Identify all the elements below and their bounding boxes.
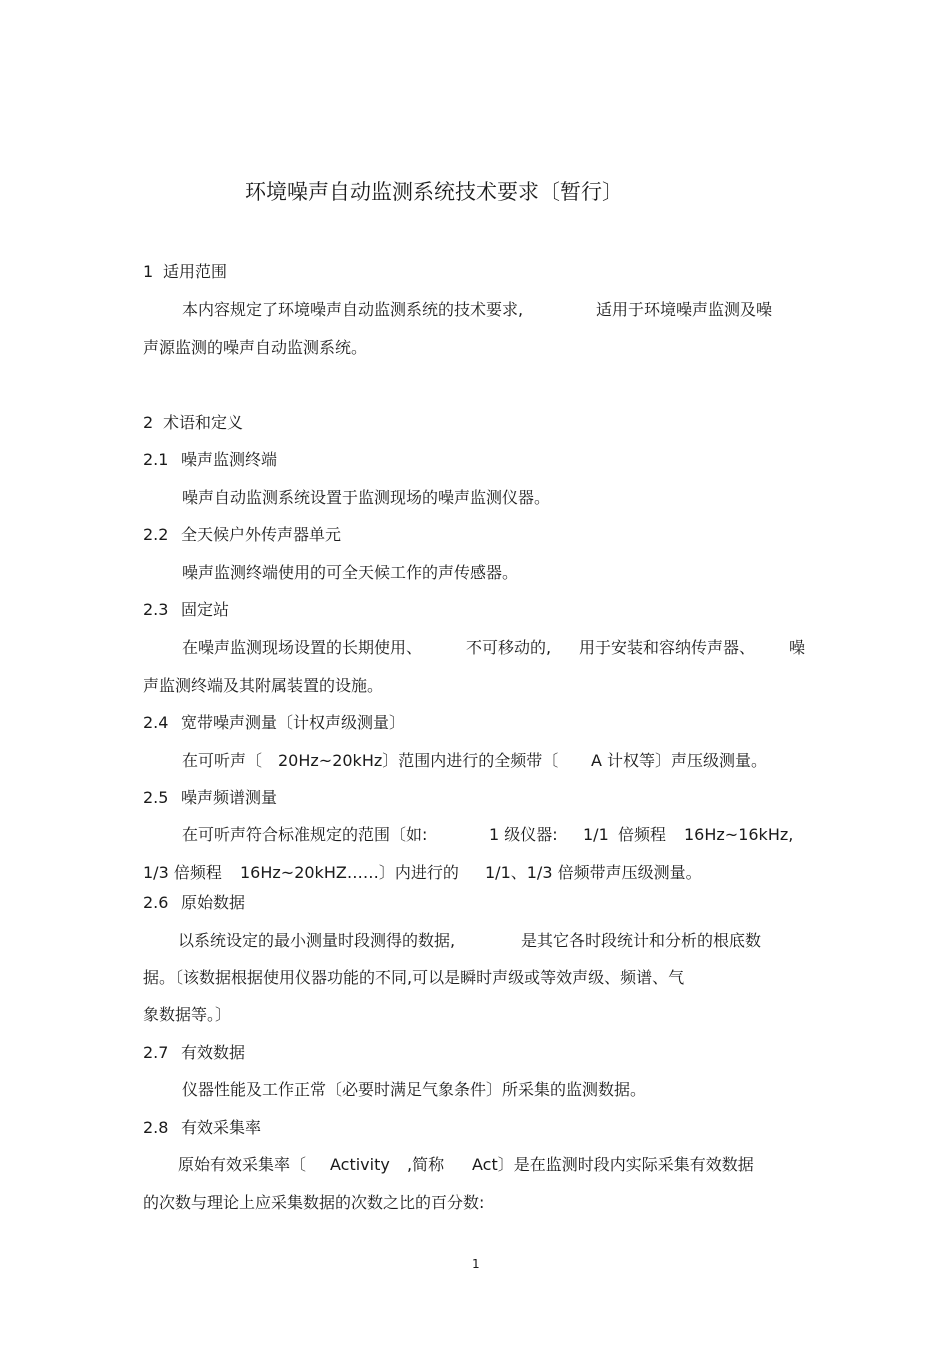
paragraph-line: ,简称 <box>407 1155 445 1174</box>
term-heading-2-8 <box>143 1118 261 1138</box>
section-title: 术语和定义 <box>163 413 244 432</box>
paragraph-line: 1/1、1/3 倍频带声压级测量。 <box>485 863 702 882</box>
term-label: 固定站 <box>181 600 230 619</box>
paragraph-line: 原始有效采集率〔 <box>178 1155 307 1174</box>
paragraph-line: 用于安装和容纳传声器、 <box>579 638 756 657</box>
document-title: 环境噪声自动监测系统技术要求〔暂行〕 <box>245 180 623 204</box>
term-number: 2.8 <box>143 1118 169 1137</box>
paragraph-line: Act〕是在监测时段内实际采集有效数据 <box>472 1155 754 1174</box>
term-heading-2-7 <box>143 1043 245 1063</box>
page-number: 1 <box>472 1257 480 1271</box>
term-number: 2.6 <box>143 893 169 912</box>
paragraph-line: 在噪声监测现场设置的长期使用、 <box>182 638 423 657</box>
paragraph-line: 噪 <box>789 638 806 657</box>
term-label: 原始数据 <box>181 893 246 912</box>
paragraph-line: 的次数与理论上应采集数据的次数之比的百分数: <box>143 1193 485 1212</box>
term-number: 2.3 <box>143 600 169 619</box>
term-label: 噪声监测终端 <box>181 450 278 469</box>
term-heading-2-5 <box>143 788 277 808</box>
section-number: 1 <box>143 262 154 281</box>
term-label: 有效采集率 <box>181 1118 262 1137</box>
term-number: 2.2 <box>143 525 169 544</box>
term-label: 宽带噪声测量〔计权声级测量〕 <box>181 713 406 732</box>
paragraph-line: 16Hz~16kHz, <box>684 825 794 844</box>
paragraph-line: 16Hz~20kHZ……〕内进行的 <box>240 863 459 882</box>
term-heading-2-4 <box>143 713 405 733</box>
paragraph-line: 1/3 倍频程 <box>143 863 222 882</box>
term-definition: 噪声自动监测系统设置于监测现场的噪声监测仪器。 <box>182 488 551 507</box>
term-label: 有效数据 <box>181 1043 246 1062</box>
paragraph-line: 以系统设定的最小测量时段测得的数据, <box>178 931 456 950</box>
paragraph-line: 在可听声〔 <box>182 751 263 770</box>
term-heading-2-2 <box>143 525 341 545</box>
term-number: 2.7 <box>143 1043 169 1062</box>
term-number: 2.4 <box>143 713 169 732</box>
term-heading-2-3 <box>143 600 229 620</box>
section-title: 适用范围 <box>163 262 228 281</box>
term-number: 2.1 <box>143 450 169 469</box>
paragraph-line: 适用于环境噪声监测及噪 <box>596 300 773 319</box>
section-heading-1 <box>143 262 227 282</box>
paragraph-line: 象数据等。〕 <box>143 1005 232 1024</box>
term-label: 噪声频谱测量 <box>181 788 278 807</box>
paragraph-line: 1 级仪器: <box>489 825 558 844</box>
paragraph-line: 据。〔该数据根据使用仪器功能的不同,可以是瞬时声级或等效声级、频谱、气 <box>143 968 685 987</box>
paragraph-line: 声监测终端及其附属装置的设施。 <box>143 676 384 695</box>
term-label: 全天候户外传声器单元 <box>181 525 342 544</box>
paragraph-line: 20Hz~20kHz〕范围内进行的全频带〔 <box>278 751 559 770</box>
paragraph-line: 是其它各时段统计和分析的根底数 <box>521 931 762 950</box>
section-heading-2 <box>143 413 243 433</box>
term-number: 2.5 <box>143 788 169 807</box>
paragraph-line: 声源监测的噪声自动监测系统。 <box>143 338 368 357</box>
term-heading-2-1 <box>143 450 277 470</box>
term-definition: 噪声监测终端使用的可全天候工作的声传感器。 <box>182 563 519 582</box>
term-definition: 仪器性能及工作正常〔必要时满足气象条件〕所采集的监测数据。 <box>182 1080 647 1099</box>
paragraph-line: Activity <box>330 1155 390 1174</box>
paragraph-line: 本内容规定了环境噪声自动监测系统的技术要求, <box>182 300 524 319</box>
term-heading-2-6 <box>143 893 245 913</box>
paragraph-line: 倍频程 <box>618 825 667 844</box>
paragraph-line: 在可听声符合标准规定的范围〔如: <box>182 825 428 844</box>
paragraph-line: A 计权等〕声压级测量。 <box>591 751 768 770</box>
paragraph-line: 1/1 <box>583 825 609 844</box>
paragraph-line: 不可移动的, <box>466 638 552 657</box>
section-number: 2 <box>143 413 154 432</box>
